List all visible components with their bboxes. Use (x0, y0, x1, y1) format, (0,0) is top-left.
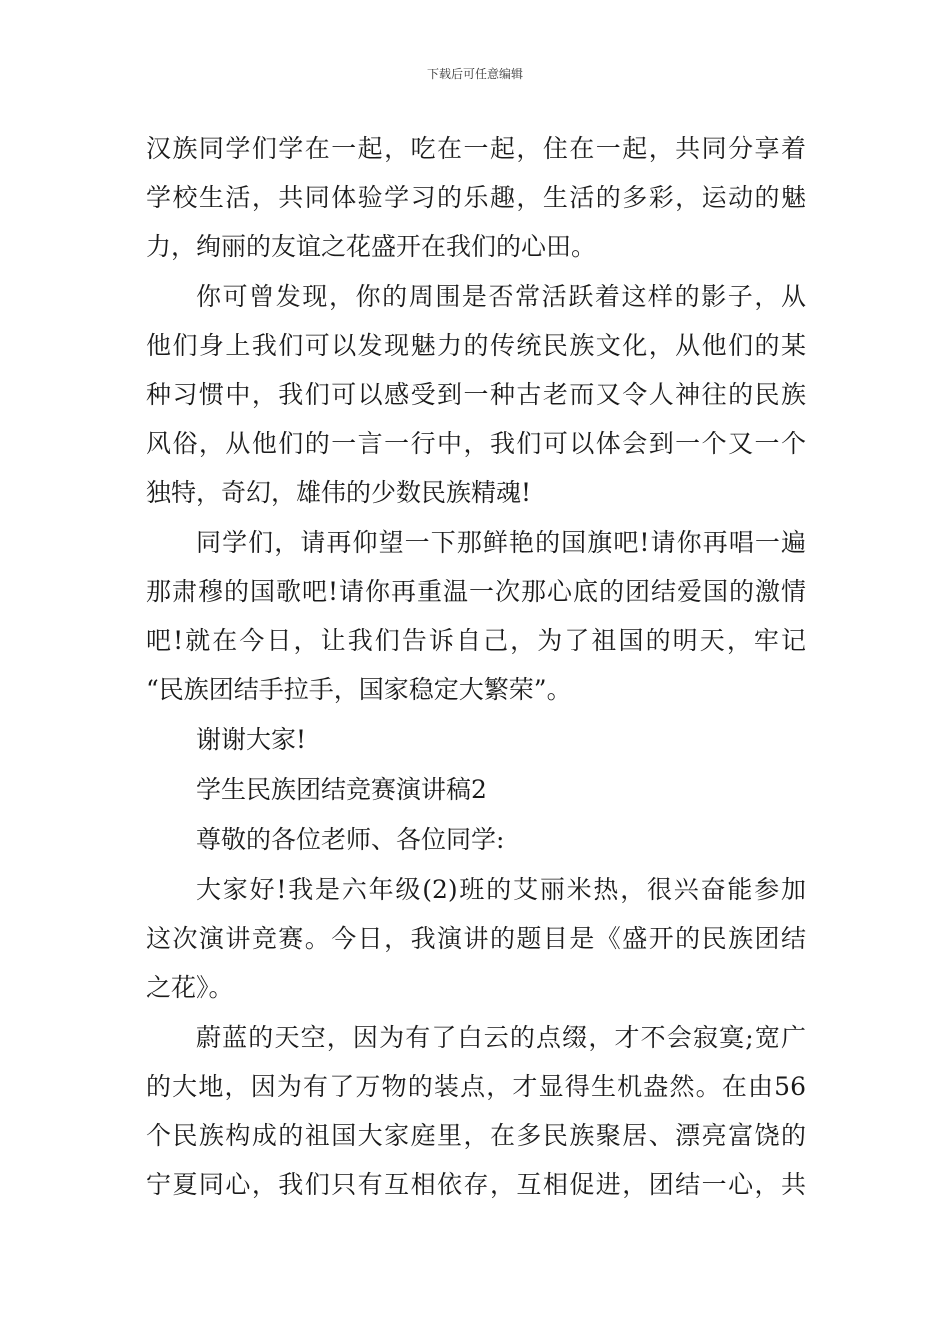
paragraph (146, 1013, 806, 1209)
paragraph (146, 865, 806, 1012)
text-line: 种习惯中，我们可以感受到一种古老而又令人神往的民族 (146, 380, 806, 409)
text-line: 独特，奇幻，雄伟的少数民族精魂! (146, 478, 532, 507)
text-line: 你可曾发现，你的周围是否常活跃着这样的影子，从 (196, 282, 806, 311)
paragraph (146, 124, 806, 271)
page-header: 下载后可任意编辑 (426, 67, 523, 81)
text-line: 大家好!我是六年级(2)班的艾丽米热，很兴奋能参加 (196, 875, 806, 904)
text-line: 力，绚丽的友谊之花盛开在我们的心田。 (146, 232, 597, 261)
text-line: 吧!就在今日，让我们告诉自己，为了祖国的明天，牢记 (146, 626, 806, 655)
text-line: 之花》。 (146, 973, 234, 1002)
text-line: 汉族同学们学在一起，吃在一起，住在一起，共同分享着 (146, 134, 806, 163)
closing-line: 谢谢大家! (196, 725, 307, 754)
section-title: 学生民族团结竞赛演讲稿2 (196, 775, 487, 804)
text-line: 这次演讲竞赛。今日，我演讲的题目是《盛开的民族团结 (146, 924, 806, 953)
text-line: 风俗，从他们的一言一行中，我们可以体会到一个又一个 (146, 429, 806, 458)
text-line: 同学们，请再仰望一下那鲜艳的国旗吧!请你再唱一遍 (196, 528, 806, 557)
text-line: 他们身上我们可以发现魅力的传统民族文化，从他们的某 (146, 331, 806, 360)
text-line: 学校生活，共同体验学习的乐趣，生活的多彩，运动的魅 (146, 183, 806, 212)
text-line: 个民族构成的祖国大家庭里，在多民族聚居、漂亮富饶的 (146, 1121, 806, 1150)
paragraph (146, 518, 806, 714)
document-body (146, 124, 806, 1209)
paragraph (146, 272, 806, 517)
text-line: 那肃穆的国歌吧!请你再重温一次那心底的团结爱国的激情 (146, 577, 806, 606)
text-line: “民族团结手拉手，国家稳定大繁荣”。 (146, 675, 572, 704)
text-line: 的大地，因为有了万物的装点，才显得生机盎然。在由56 (146, 1072, 806, 1101)
text-line: 蔚蓝的天空，因为有了白云的点缀，才不会寂寞;宽广 (196, 1023, 806, 1052)
text-line: 宁夏同心，我们只有互相依存，互相促进，团结一心，共 (146, 1170, 806, 1199)
salutation: 尊敬的各位老师、各位同学: (196, 825, 505, 854)
